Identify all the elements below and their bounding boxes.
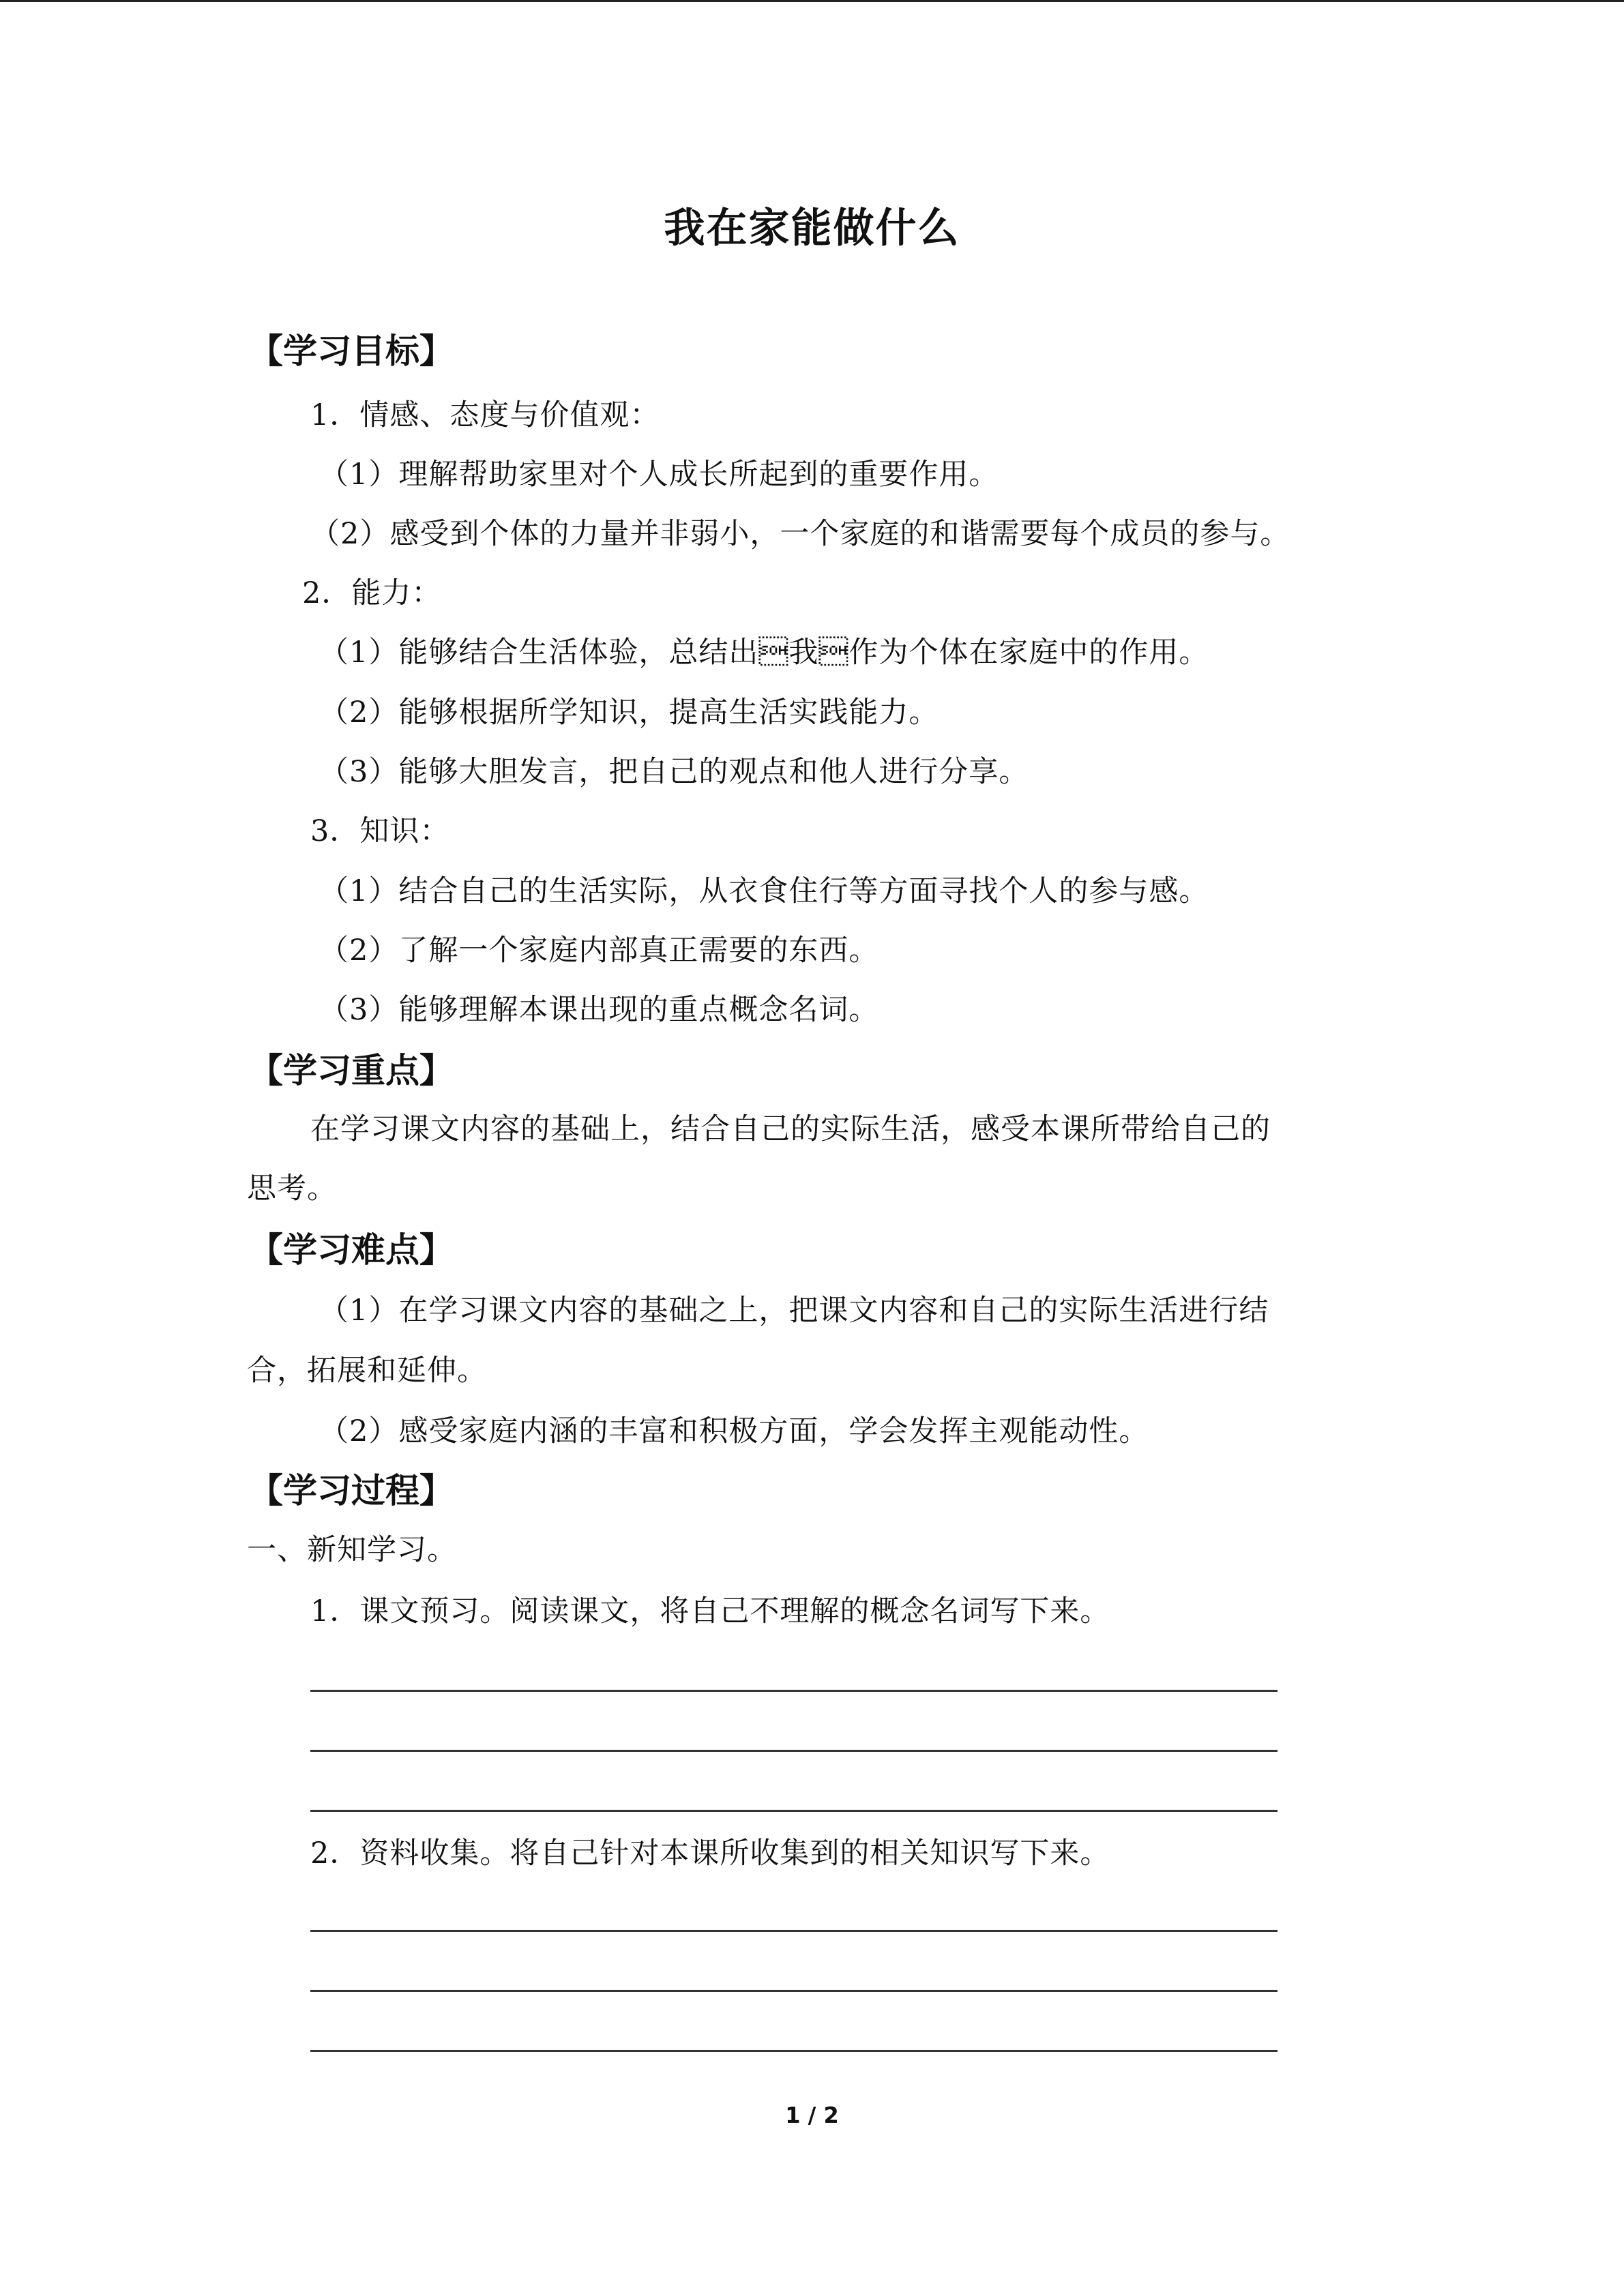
- answer-line[interactable]: [310, 2050, 1278, 2052]
- objective-item-2-1: （1）能够结合生活体验，总结出我作为个体在家庭中的作用。: [319, 636, 1209, 670]
- objective-item-1-2: （2）感受到个体的力量并非弱小，一个家庭的和谐需要每个成员的参与。: [310, 517, 1290, 551]
- difficulty-item-2: （2）感受家庭内涵的丰富和积极方面，学会发挥主观能动性。: [319, 1414, 1149, 1448]
- objective-item-3: 3．知识：: [310, 814, 450, 848]
- answer-line[interactable]: [310, 1690, 1278, 1692]
- answer-line[interactable]: [310, 1930, 1278, 1932]
- difficulty-heading: 【学习难点】: [249, 1230, 454, 1270]
- answer-line[interactable]: [310, 1990, 1278, 1992]
- objectives-heading: 【学习目标】: [249, 331, 454, 371]
- process-task-1: 1．课文预习。阅读课文，将自己不理解的概念名词写下来。: [310, 1594, 1110, 1628]
- objective-item-3-3: （3）能够理解本课出现的重点概念名词。: [319, 993, 879, 1027]
- page-top-border: [0, 0, 1624, 2]
- objective-item-3-1: （1）结合自己的生活实际，从衣食住行等方面寻找个人的参与感。: [319, 874, 1209, 908]
- objective-item-2: 2．能力：: [302, 576, 442, 610]
- objective-item-3-2: （2）了解一个家庭内部真正需要的东西。: [319, 934, 879, 968]
- objective-item-2-2: （2）能够根据所学知识，提高生活实践能力。: [319, 696, 939, 730]
- objective-item-2-3: （3）能够大胆发言，把自己的观点和他人进行分享。: [319, 755, 1029, 789]
- objective-item-1: 1．情感、态度与价值观：: [310, 398, 660, 432]
- focus-heading: 【学习重点】: [249, 1051, 454, 1090]
- focus-paragraph-line-1: 在学习课文内容的基础上，结合自己的实际生活，感受本课所带给自己的: [310, 1112, 1271, 1146]
- difficulty-item-1-line-1: （1）在学习课文内容的基础之上，把课文内容和自己的实际生活进行结: [319, 1294, 1269, 1328]
- process-heading: 【学习过程】: [249, 1471, 454, 1510]
- focus-paragraph-line-2: 思考。: [247, 1172, 337, 1206]
- process-task-2: 2．资料收集。将自己针对本课所收集到的相关知识写下来。: [310, 1836, 1110, 1870]
- objective-item-1-1: （1）理解帮助家里对个人成长所起到的重要作用。: [319, 458, 999, 492]
- difficulty-item-1-line-2: 合，拓展和延伸。: [247, 1354, 487, 1388]
- process-part-1: 一、新知学习。: [247, 1533, 457, 1567]
- page-title: 我在家能做什么: [664, 205, 960, 252]
- answer-line[interactable]: [310, 1810, 1278, 1812]
- page-number: 1 / 2: [785, 2102, 839, 2128]
- answer-line[interactable]: [310, 1750, 1278, 1752]
